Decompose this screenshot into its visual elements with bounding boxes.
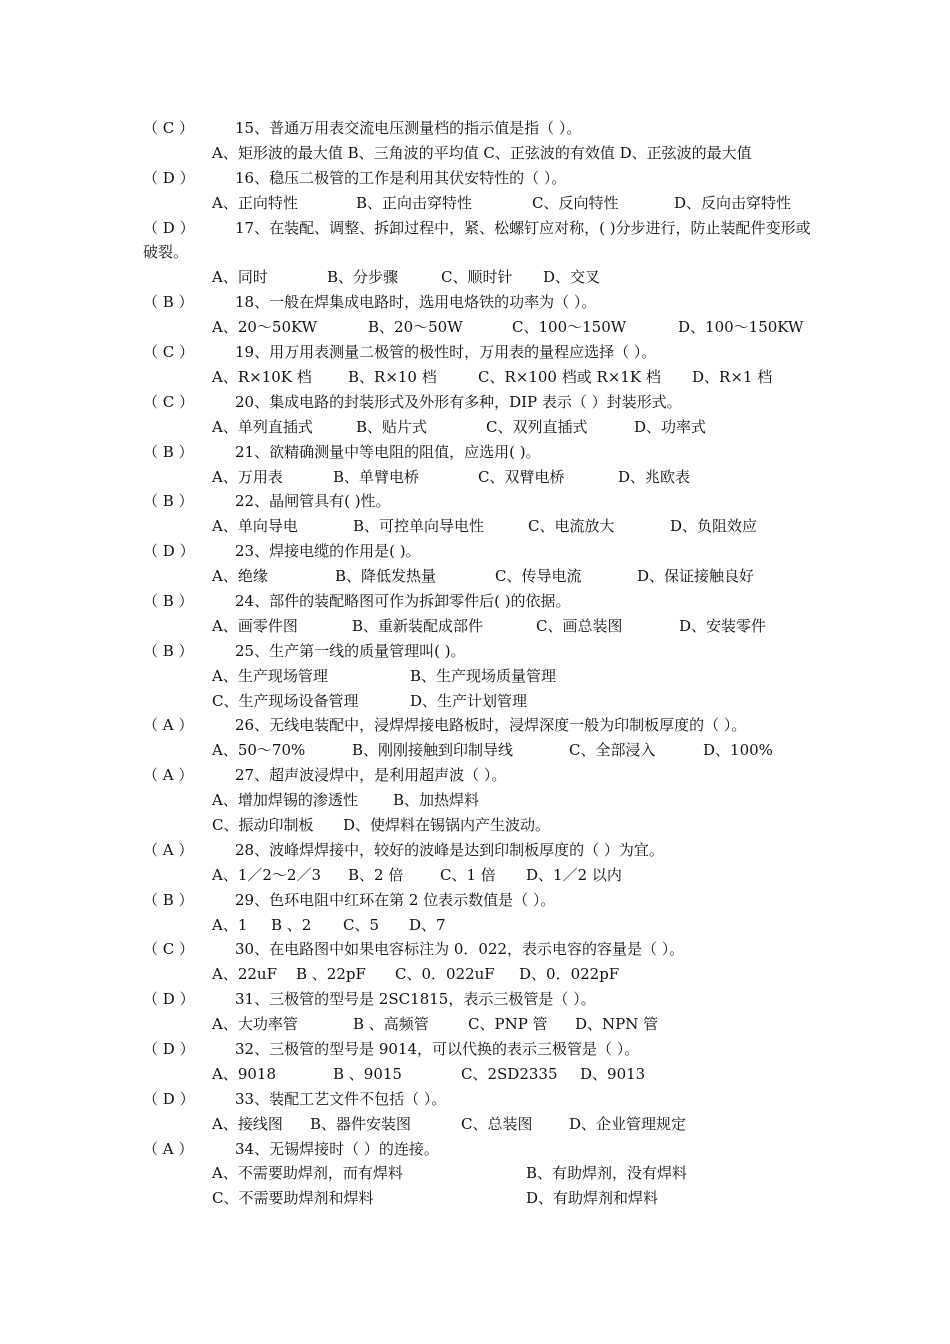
answer-option: C、100～150W: [512, 318, 627, 337]
options-row: [143, 913, 823, 938]
answer-option: D、安装零件: [679, 616, 767, 635]
answer-option: C、R×100 档或 R×1K 档: [478, 367, 661, 386]
answer-option: B、降低发热量: [335, 567, 437, 586]
options-row: [143, 962, 823, 987]
question-text: 31、三极管的型号是 2SC1815，表示三极管是（ ）。: [235, 990, 596, 1009]
answer-option: C、传导电流: [495, 567, 582, 586]
answer-option: A、接线图: [212, 1114, 283, 1133]
question-line: [143, 589, 823, 614]
answer-option: B、生产现场质量管理: [410, 666, 557, 685]
answer-option: D、NPN 管: [575, 1015, 659, 1034]
answer-option: A、正向特性: [212, 193, 298, 212]
answer-option: A、单列直插式: [212, 417, 313, 436]
answer-option: D、保证接触良好: [637, 567, 755, 586]
answer-option: D、100%: [703, 741, 773, 760]
answer-option: B、加热焊料: [393, 791, 480, 810]
answer-option: D、使焊料在锡锅内产生波动。: [343, 815, 551, 834]
answer-option: B、可控单向导电性: [353, 517, 485, 536]
answer-option: A、不需要助焊剂，而有焊料: [212, 1164, 403, 1183]
answer-key: （ B ）: [143, 492, 194, 511]
question-text: 20、集成电路的封装形式及外形有多种，DIP 表示（ ）封装形式。: [235, 392, 682, 411]
question-line: [143, 763, 823, 788]
answer-option: D、有助焊剂和焊料: [526, 1189, 659, 1208]
answer-option: B 、高频管: [353, 1015, 429, 1034]
options-row: [143, 265, 823, 290]
options-row: [143, 365, 823, 390]
options-row: [143, 465, 823, 490]
answer-option: B、有助焊剂，没有焊料: [526, 1164, 688, 1183]
question-text: 25、生产第一线的质量管理叫( )。: [235, 641, 466, 660]
answer-option: A、50～70%: [212, 741, 306, 760]
answer-option: D、功率式: [634, 417, 707, 436]
answer-key: （ A ）: [143, 766, 194, 785]
question-text: 27、超声波浸焊中，是利用超声波（ ）。: [235, 766, 507, 785]
question-line: [143, 390, 823, 415]
question-text: 34、无锡焊接时（ ）的连接。: [235, 1139, 439, 1158]
options-row: [143, 689, 823, 714]
answer-option: A、矩形波的最大值 B、三角波的平均值 C、正弦波的有效值 D、正弦波的最大值: [212, 143, 752, 162]
answer-option: C、PNP 管: [468, 1015, 548, 1034]
answer-option: A、9018: [212, 1064, 277, 1083]
options-row: [143, 514, 823, 539]
question-line: [143, 1137, 823, 1162]
answer-option: C、总装图: [461, 1114, 533, 1133]
options-row: [143, 1161, 823, 1186]
question-line: [143, 116, 823, 141]
answer-option: A、生产现场管理: [212, 666, 328, 685]
answer-option: D、0．022pF: [519, 965, 620, 984]
question-line: [143, 340, 823, 365]
options-row: [143, 664, 823, 689]
question-line: [143, 290, 823, 315]
answer-option: D、100～150KW: [678, 318, 804, 337]
options-row: [143, 1112, 823, 1137]
answer-key: （ D ）: [143, 990, 195, 1009]
answer-key: （ B ）: [143, 442, 194, 461]
answer-key: （ B ）: [143, 591, 194, 610]
answer-option: D、R×1 档: [692, 367, 773, 386]
answer-key: （ C ）: [143, 940, 195, 959]
answer-key: （ D ）: [143, 1089, 195, 1108]
question-text: 32、三极管的型号是 9014，可以代换的表示三极管是（ ）。: [235, 1039, 640, 1058]
question-line: [143, 539, 823, 564]
answer-key: （ D ）: [143, 218, 195, 237]
question-line: [143, 838, 823, 863]
answer-option: A、1／2～2／3: [212, 865, 322, 884]
question-text: 29、色环电阻中红环在第 2 位表示数值是（ ）。: [235, 890, 556, 909]
question-line: [143, 937, 823, 962]
answer-option: A、单向导电: [212, 517, 298, 536]
answer-option: B、分步骤: [327, 268, 399, 287]
answer-option: B、器件安装图: [310, 1114, 412, 1133]
answer-option: C、不需要助焊剂和焊料: [212, 1189, 374, 1208]
answer-option: D、负阻效应: [670, 517, 758, 536]
answer-option: B、贴片式: [356, 417, 428, 436]
options-row: [143, 315, 823, 340]
answer-option: D、生产计划管理: [410, 691, 528, 710]
answer-option: B 、22pF: [296, 965, 366, 984]
answer-option: C、5: [343, 915, 380, 934]
answer-key: （ C ）: [143, 392, 195, 411]
answer-option: D、兆欧表: [618, 467, 691, 486]
answer-key: （ B ）: [143, 890, 194, 909]
question-line: [143, 1037, 823, 1062]
answer-option: D、企业管理规定: [569, 1114, 687, 1133]
question-text: 17、在装配、调整、拆卸过程中，紧、松螺钉应对称，( )分步进行，防止装配件变形或破裂。: [143, 218, 811, 262]
answer-key: （ B ）: [143, 641, 194, 660]
options-row: [143, 415, 823, 440]
answer-option: A、22uF: [212, 965, 277, 984]
answer-option: A、增加焊锡的渗透性: [212, 791, 358, 810]
options-row: [143, 813, 823, 838]
answer-option: C、生产现场设备管理: [212, 691, 359, 710]
answer-option: B、单臂电桥: [333, 467, 420, 486]
options-row: [143, 788, 823, 813]
answer-option: D、1／2 以内: [526, 865, 622, 884]
answer-option: B 、9015: [333, 1064, 402, 1083]
question-text: 23、焊接电缆的作用是( )。: [235, 542, 421, 561]
answer-option: D、交叉: [543, 268, 601, 287]
answer-option: D、9013: [580, 1064, 646, 1083]
answer-option: C、0．022uF: [395, 965, 495, 984]
question-text: 26、无线电装配中，浸焊焊接电路板时，浸焊深度一般为印制板厚度的（ ）。: [235, 716, 747, 735]
answer-option: A、画零件图: [212, 616, 298, 635]
question-text: 24、部件的装配略图可作为拆卸零件后( )的依据。: [235, 591, 571, 610]
answer-option: C、反向特性: [532, 193, 619, 212]
question-text: 16、稳压二极管的工作是利用其伏安特性的（ ）。: [235, 168, 567, 187]
answer-option: C、1 倍: [440, 865, 496, 884]
question-line: [143, 987, 823, 1012]
answer-key: （ A ）: [143, 716, 194, 735]
answer-option: C、画总装图: [536, 616, 623, 635]
answer-option: C、双列直插式: [486, 417, 588, 436]
question-text: 19、用万用表测量二极管的极性时，万用表的量程应选择（ ）。: [235, 343, 657, 362]
answer-key: （ D ）: [143, 168, 195, 187]
answer-key: （ A ）: [143, 840, 194, 859]
answer-option: A、R×10K 档: [212, 367, 312, 386]
answer-option: C、顺时针: [441, 268, 513, 287]
answer-key: （ B ）: [143, 293, 194, 312]
question-list: [143, 116, 823, 1211]
question-text: 15、普通万用表交流电压测量档的指示值是指（ ）。: [235, 119, 582, 137]
question-line: [143, 639, 823, 664]
question-line: [143, 489, 823, 514]
answer-option: C、电流放大: [528, 517, 615, 536]
question-line: [143, 1087, 823, 1112]
question-text: 22、晶闸管具有( )性。: [235, 492, 391, 511]
answer-option: B、正向击穿特性: [356, 193, 473, 212]
answer-option: A、20～50KW: [212, 318, 318, 337]
answer-key: （ C ）: [143, 343, 195, 362]
answer-option: A、1: [212, 915, 248, 934]
options-row: [143, 614, 823, 639]
question-text: 33、装配工艺文件不包括（ ）。: [235, 1089, 447, 1108]
answer-option: D、反向击穿特性: [674, 193, 792, 212]
answer-key: （ D ）: [143, 1039, 195, 1058]
question-line: [143, 440, 823, 465]
options-row: [143, 738, 823, 763]
question-text: 28、波峰焊焊接中，较好的波峰是达到印制板厚度的（ ）为宜。: [235, 840, 664, 859]
answer-option: B、2 倍: [348, 865, 404, 884]
answer-option: A、同时: [212, 268, 268, 287]
answer-option: B、重新装配成部件: [352, 616, 484, 635]
answer-option: C、双臂电桥: [478, 467, 565, 486]
options-row: [143, 863, 823, 888]
answer-option: A、万用表: [212, 467, 283, 486]
answer-key: （ D ）: [143, 542, 195, 561]
question-line: [143, 888, 823, 913]
question-line: [143, 713, 823, 738]
answer-option: D、7: [409, 915, 446, 934]
answer-option: C、振动印制板: [212, 815, 314, 834]
answer-option: A、大功率管: [212, 1015, 298, 1034]
answer-option: A、绝缘: [212, 567, 268, 586]
answer-option: C、全部浸入: [569, 741, 656, 760]
options-row: [143, 564, 823, 589]
options-row: [143, 141, 823, 166]
options-row: [143, 1062, 823, 1087]
question-text: 21、欲精确测量中等电阻的阻值，应选用( )。: [235, 442, 541, 461]
answer-key: （ C ）: [143, 119, 195, 137]
answer-option: C、2SD2335: [461, 1064, 558, 1083]
answer-option: B、刚刚接触到印制导线: [352, 741, 514, 760]
options-row: [143, 1186, 823, 1211]
question-text: 30、在电路图中如果电容标注为 0．022，表示电容的容量是（ ）。: [235, 940, 685, 959]
options-row: [143, 191, 823, 216]
question-text: 18、一般在焊集成电路时，选用电烙铁的功率为（ ）。: [235, 293, 597, 312]
question-line: [143, 166, 823, 191]
answer-option: B、20～50W: [368, 318, 463, 337]
answer-option: B、R×10 档: [348, 367, 437, 386]
answer-option: B 、2: [271, 915, 312, 934]
answer-key: （ A ）: [143, 1139, 194, 1158]
options-row: [143, 1012, 823, 1037]
question-line: [143, 216, 823, 266]
